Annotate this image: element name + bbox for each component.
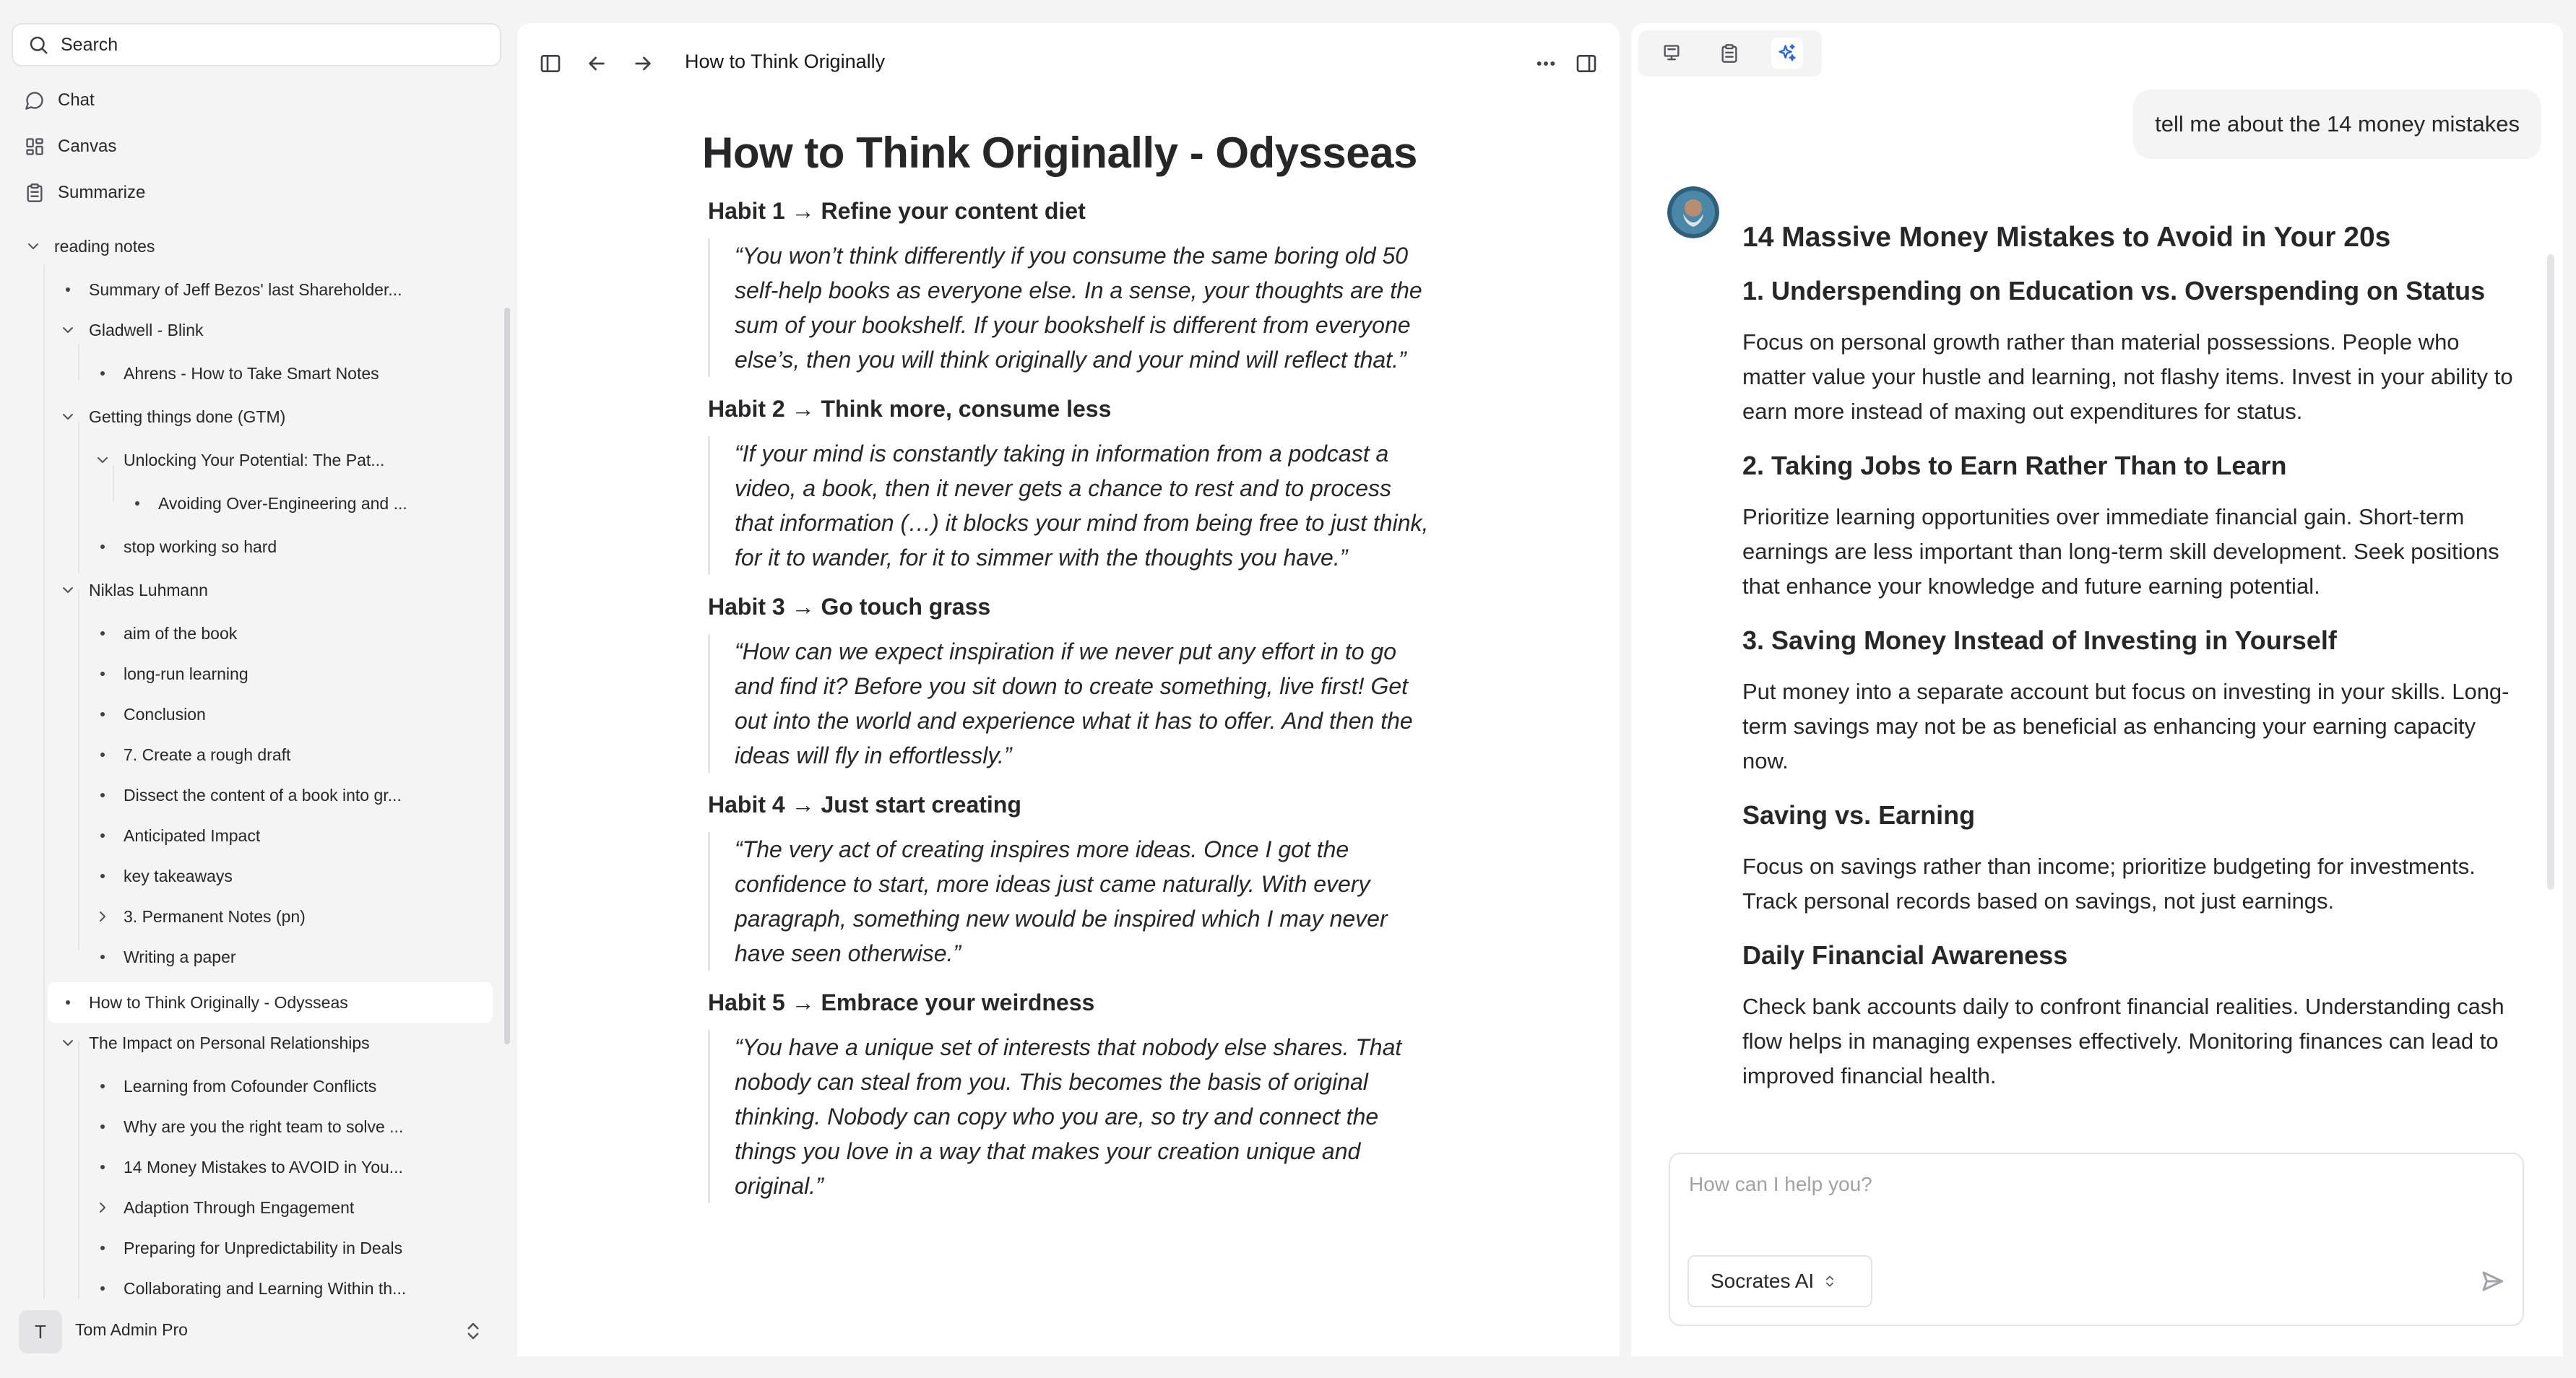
nav-item-label: Canvas	[58, 136, 117, 156]
chevrons-up-down-icon	[1823, 1273, 1837, 1290]
tree-guide	[78, 344, 79, 380]
bullet-icon	[100, 1286, 105, 1291]
answer-section-heading: 3. Saving Money Instead of Investing in Yourself	[1742, 625, 2337, 655]
habit-quote: “If your mind is constantly taking in information from a podcast a video, a book, then it never gets a chance to rest and to process that information (…) it blocks your mind from being free to just think, for it to wander, for it to simmer with the thoughts you have.”	[708, 436, 1430, 575]
page-title: How to Think Originally	[685, 51, 886, 72]
nav-item-chat[interactable]	[25, 86, 95, 115]
tree-guide	[113, 465, 114, 501]
chat-input[interactable]	[1689, 1173, 2484, 1216]
tree-guide	[78, 1041, 79, 1299]
chevron-down-icon[interactable]	[94, 451, 111, 469]
bullet-icon	[100, 833, 105, 838]
sidebar	[0, 0, 516, 1378]
bullet-icon	[100, 672, 105, 676]
notes-tree: reading notes Summary of Jeff Bezos' last Shareholder... Gladwell - Blink Ahrens - How to Take Smart Notes Getting things done (GTM) Unlocking Your Potential: The Pat... Avoiding Over-Engineering and ... stop working so hard Niklas Luhmann aim of the book long-run learning Conclusion 7. Create a rough draft Dissect the content of a book into gr... Anticipated Impact key takeaways 3. Permanent Notes (pn) Writing a paper How to Think Originally - Odysseas The Impact on Personal Relationships Learning from Cofounder Conflicts Why are you the right team to solve ... 14 Money Mistakes to AVOID in You... Adaption Through Engagement Preparing for Unpredictability in Deals Collaborating and Learning Within th...	[0, 228, 516, 1299]
answer-section-body: Prioritize learning opportunities over immediate financial gain. Short-term earnings are less important than long-term skill development. Seek positions that enhance your knowledge and future earning potential.	[1742, 504, 2499, 599]
bullet-icon	[100, 545, 105, 549]
bullet-icon	[100, 1124, 105, 1129]
chat-mode-tabs	[1638, 30, 1822, 77]
bullet-icon	[100, 1165, 105, 1169]
bullet-icon	[66, 287, 70, 292]
bullet-icon	[100, 793, 105, 797]
chevron-down-icon[interactable]	[59, 1034, 77, 1052]
chat-composer	[1669, 1153, 2524, 1326]
tree-guide	[43, 264, 45, 1299]
chat-pane	[1631, 23, 2563, 1356]
search-input[interactable]	[61, 35, 494, 56]
document-heading: How to Think Originally - Odysseas	[702, 129, 1417, 177]
sparkles-icon	[1777, 43, 1797, 64]
tab-ai-chat[interactable]	[1771, 38, 1803, 69]
habit-heading: Habit 4 → Just start creating	[708, 792, 1021, 818]
more-options-icon[interactable]	[1534, 52, 1557, 75]
habit-quote: “The very act of creating inspires more ideas. Once I got the confidence to start, more ideas just came naturally. With every paragraph, something new would be inspired which I may never have seen otherwise.”	[708, 832, 1430, 971]
model-selector-label: Socrates AI	[1711, 1270, 1815, 1292]
nav-item-canvas[interactable]	[25, 132, 116, 161]
habit-quote: “You have a unique set of interests that nobody else shares. That nobody can steal from you. This becomes the basis of original thinking. Nobody can copy who you are, so try and connect the things you love in a way that makes your creation unique and original.”	[708, 1030, 1430, 1203]
tab-presentation[interactable]	[1656, 38, 1687, 69]
panel-toggle-icon[interactable]	[1575, 52, 1598, 75]
search-icon	[27, 34, 49, 56]
nav-item-label: Chat	[58, 90, 95, 110]
habit-section	[702, 987, 1453, 1203]
bullet-icon	[100, 1084, 105, 1088]
answer-section-body: Focus on personal growth rather than material possessions. People who matter value your hustle and learning, not flashy items. Invest in your ability to earn more instead of maxing out expenditures for status.	[1742, 329, 2513, 424]
chevron-down-icon[interactable]	[25, 238, 42, 255]
forward-arrow-icon[interactable]	[631, 52, 654, 75]
chevron-right-icon[interactable]	[94, 908, 111, 925]
habit-section	[702, 195, 1453, 377]
answer-section-heading: Saving vs. Earning	[1742, 800, 1976, 830]
habit-heading: Habit 1 → Refine your content diet	[708, 198, 1086, 224]
chat-scrollbar[interactable]	[2547, 254, 2554, 890]
bullet-icon	[100, 753, 105, 757]
answer-section-heading: Daily Financial Awareness	[1742, 940, 2068, 970]
search-box[interactable]	[12, 23, 501, 66]
chevron-right-icon[interactable]	[94, 1199, 111, 1216]
avatar[interactable]: T	[19, 1310, 62, 1353]
summarize-icon	[25, 183, 45, 203]
nav-item-label: Summarize	[58, 183, 146, 202]
tab-clipboard[interactable]	[1713, 38, 1745, 69]
habit-quote: “How can we expect inspiration if we never put any effort in to go and find it? Before you sit down to create something, live first! Get out into the world and experience what it has to offer. And then the ideas will fly in effortlessly.”	[708, 634, 1430, 773]
habit-quote: “You won’t think differently if you consume the same boring old 50 self-help books as everyone else. In a sense, your thoughts are the sum of your bookshelf. If your bookshelf is different from everyone else’s, then you will think originally and your mind will reflect that.”	[708, 238, 1430, 377]
answer-title: 14 Massive Money Mistakes to Avoid in Your 20s	[1742, 222, 2391, 253]
assistant-message[interactable]	[1742, 218, 2523, 1157]
habit-section	[702, 591, 1453, 773]
send-icon[interactable]	[2479, 1268, 2505, 1294]
chevron-down-icon[interactable]	[59, 408, 77, 425]
canvas-icon	[25, 136, 45, 157]
answer-section-heading: 2. Taking Jobs to Earn Rather Than to Learn	[1742, 451, 2287, 480]
user-name: Tom Admin Pro	[75, 1320, 188, 1339]
assistant-avatar	[1667, 186, 1719, 238]
user-message: tell me about the 14 money mistakes	[2133, 90, 2541, 159]
answer-section-body: Check bank accounts daily to confront financial realities. Understanding cash flow helps in managing expenses effectively. Monitoring finances can lead to improved financial health.	[1742, 994, 2504, 1088]
bullet-icon	[100, 1246, 105, 1250]
bullet-icon	[66, 1000, 70, 1005]
habit-heading: Habit 5 → Embrace your weirdness	[708, 989, 1095, 1015]
habit-heading: Habit 2 → Think more, consume less	[708, 396, 1112, 422]
sidebar-toggle-icon[interactable]	[539, 52, 562, 75]
answer-section-heading: 1. Underspending on Education vs. Overspending on Status	[1742, 276, 2486, 306]
nav-item-summarize[interactable]	[25, 178, 145, 207]
habit-heading: Habit 3 → Go touch grass	[708, 594, 991, 620]
habit-section	[702, 393, 1453, 575]
chevron-down-icon[interactable]	[59, 321, 77, 339]
bullet-icon	[100, 631, 105, 636]
chat-icon	[25, 90, 45, 110]
habit-section	[702, 789, 1453, 971]
document-pane	[517, 23, 1620, 1356]
document-body[interactable]	[702, 124, 1453, 1219]
bullet-icon	[135, 501, 139, 506]
clipboard-icon	[1719, 43, 1739, 64]
sidebar-scrollbar[interactable]	[504, 308, 510, 1044]
user-menu[interactable]	[0, 1299, 516, 1378]
model-selector[interactable]	[1687, 1255, 1872, 1307]
bullet-icon	[100, 874, 105, 878]
bullet-icon	[100, 712, 105, 716]
presentation-icon	[1661, 43, 1682, 64]
answer-section-body: Focus on savings rather than income; prioritize budgeting for investments. Track personal records based on savings, not just earnings.	[1742, 854, 2476, 914]
chevron-down-icon[interactable]	[59, 581, 77, 599]
bullet-icon	[100, 955, 105, 959]
chevrons-up-down-icon[interactable]	[462, 1320, 484, 1342]
tree-guide	[78, 422, 79, 573]
answer-section-body: Put money into a separate account but focus on investing in your skills. Long-term savings may not be as beneficial as enhancing your earning capacity now.	[1742, 679, 2510, 774]
back-arrow-icon[interactable]	[585, 52, 608, 75]
bullet-icon	[100, 371, 105, 376]
tree-guide	[78, 589, 79, 950]
